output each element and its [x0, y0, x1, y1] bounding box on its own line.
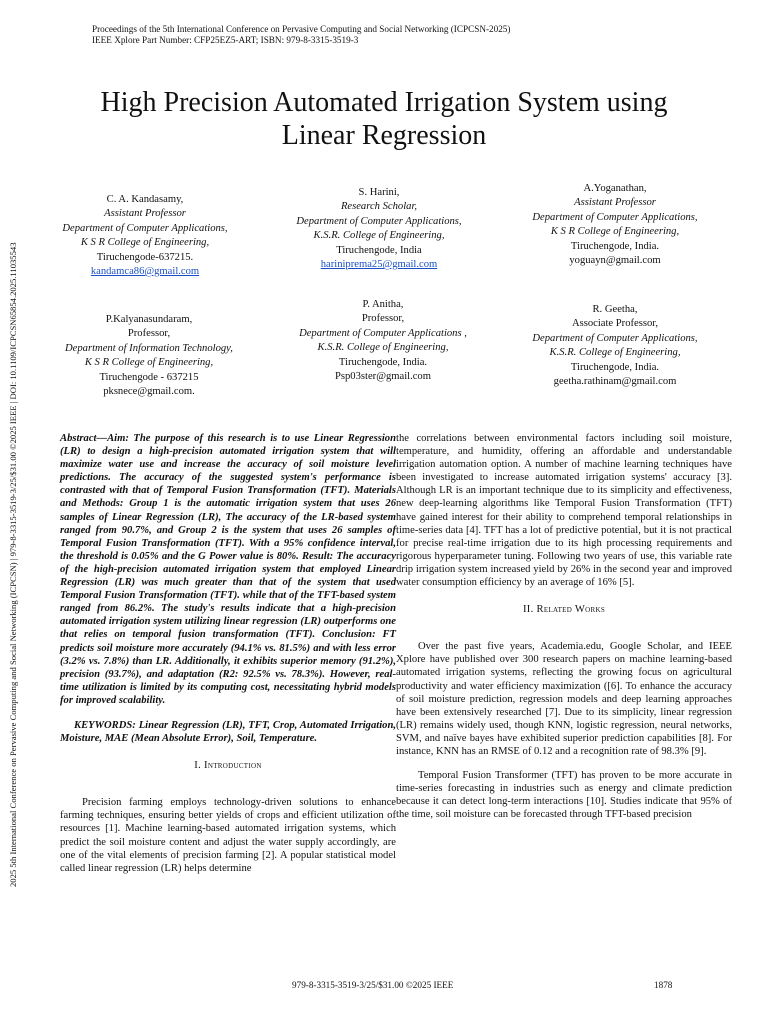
- author-4: P.Kalyanasundaram, Professor, Department of Information Technology, K S R College of Engineering, Tiruchengode - 637215 pksnece@gmail.com.: [34, 313, 264, 399]
- author-3-email[interactable]: yoguayn@gmail.com: [569, 255, 661, 267]
- author-2: S. Harini, Research Scholar, Department of Computer Applications, K.S.R. College of Engineering, Tiruchengode, India hariniprema25@gmail.com: [264, 186, 494, 272]
- section-heading-introduction: I. Introduction: [194, 760, 262, 772]
- header-line-1: Proceedings of the 5th International Conference on Pervasive Computing and Social Networking (ICPCSN-2025): [92, 24, 511, 34]
- related-works-paragraph-1: Over the past five years, Academia.edu, Google Scholar, and IEEE Xplore have published over 300 research papers on machine learning-based automated irrigation systems, reflecting the growing focus on agricultural productivity and water efficiency maximization ([6]. To enhance the accuracy of soil moisture prediction, regression models and deep learning approaches have been extensively researched [7]. Due to its simplicity, linear regression (LR) remains widely used, though KNN, logistic regression, neural networks, SVM, and naïve bayes have exhibited superior prediction capabilities [8]. For instance, KNN has an RMSE of 0.12 and a recognition rate of 98.3% [9].: [396, 641, 732, 757]
- side-doi-text: 2025 5th International Conference on Pervasive Computing and Social Networking (ICPCSN) | 979-8-3315-3519-3/25/$31.00 ©2025 IEEE | DOI: 10.1109/ICPCSN65854.2025.11035543: [8, 242, 18, 887]
- abstract: Abstract—Aim: The purpose of this research is to use Linear Regression (LR) to design a high-precision automated irrigation system that will maximize water use and increase the accuracy of soil moisture level predictions. The accuracy of the suggested system's performance is contrasted with that of Temporal Fusion Transformation (TFT). Materials and Methods: Group 1 is the automatic irrigation system that uses 26 samples of Linear Regression (LR), The accuracy of the LR-based system ranged from 90.7%, and Group 2 is the system that uses 26 samples of Temporal Fusion Transformation (TFT). With a 95% confidence interval, the threshold is 0.05% and the G Power value is 80%. Result: The accuracy of the high-precision automated irrigation system that employed Linear Regression (LR) was much greater than that of the system that used Temporal Fusion Transformation (TFT). while that of the TFT-based system ranged from 86.2%. The study's results indicate that a high-precision automated irrigation system utilizing linear regression (LR) outperforms one that relies on temporal fusion transformation (TFT). Conclusion: FT predicts soil moisture more accurately (94.1% vs. 81.5%) and with less error (3.2% vs. 7.8%) than LR. Additionally, it exhibits superior memory (91.2%), precision (93.7%), and adaptation (R2: 92.5% vs. 78.3%). However, real-time utilization is limited by its computing cost, necessitating hybrid models for improved scalability.: [60, 433, 396, 706]
- author-3: A.Yoganathan, Assistant Professor Department of Computer Applications, K S R College of Engineering, Tiruchengode, India. yoguayn@gmail.com: [500, 182, 730, 268]
- section-heading-related-works: II. Related Works: [522, 604, 606, 616]
- author-5-email[interactable]: Psp03ster@gmail.com: [335, 371, 431, 383]
- proceedings-header: [92, 24, 510, 46]
- keywords: KEYWORDS: Linear Regression (LR), TFT, Crop, Automated Irrigation, Moisture, MAE (Mean Absolute Error), Soil, Temperature.: [60, 719, 396, 745]
- author-1-email[interactable]: kandamca86@gmail.com: [90, 266, 200, 278]
- author-6-email[interactable]: geetha.rathinam@gmail.com: [553, 376, 677, 388]
- author-4-email[interactable]: pksnece@gmail.com.: [103, 386, 195, 398]
- author-5: P. Anitha, Professor, Department of Computer Applications , K.S.R. College of Engineering, Tiruchengode, India. Psp03ster@gmail.com: [268, 298, 498, 384]
- author-6: R. Geetha, Associate Professor, Department of Computer Applications, K.S.R. College of Engineering, Tiruchengode, India. geetha.rathinam@gmail.com: [500, 303, 730, 389]
- header-line-2: IEEE Xplore Part Number: CFP25EZ5-ART; ISBN: 979-8-3315-3519-3: [92, 35, 359, 45]
- paper-title: High Precision Automated Irrigation System using Linear Regression: [100, 87, 668, 151]
- introduction-paragraph: Precision farming employs technology-driven solutions to enhance farming techniques, ensuring better yields of crops and efficient utilization of resources [1]. Machine learning-based automated irrigation systems, which predict the soil moisture content and adjust the water supply accordingly, are one of the vital elements of precision farming [2]. A popular statistical model called linear regression (LR) helps determine: [60, 797, 396, 874]
- author-1: C. A. Kandasamy, Assistant Professor Department of Computer Applications, K S R College of Engineering, Tiruchengode-637215. kandamca86@gmail.com: [30, 193, 260, 279]
- footer-copyright: 979-8-3315-3519-3/25/$31.00 ©2025 IEEE: [292, 980, 454, 990]
- author-2-email[interactable]: hariniprema25@gmail.com: [320, 259, 438, 271]
- page-number: 1878: [654, 980, 673, 990]
- related-works-paragraph-2: Temporal Fusion Transformer (TFT) has proven to be more accurate in time-series forecasting in industries such as energy and climate prediction because it can detect long-term interactions [10]. Studies indicate that 95% of the time, soil moisture can be forecasted through TFT-based precision: [396, 770, 732, 821]
- right-column: [396, 432, 732, 821]
- introduction-continued: the correlations between environmental factors including soil moisture, temperature, and humidity, offering an affordable and understandable irrigation automation option. A number of machine learning techniques have been investigated to increase automated irrigation systems' accuracy [3]. Although LR is an important technique due to its simplicity and effectiveness, new deep-learning algorithms like Temporal Fusion Transformation (TFT) have gained interest for their ability to comprehend temporal relationships in time-series data [4]. TFT has a lot of predictive potential, but it is not practical for precise real-time irrigation due to its high processing requirements and rigorous hyperparameter tuning. Following two years of use, this variable rate drip irrigation system increased yield by 26% in the second year and improved water consumption efficiency by an average of 16% [5].: [396, 433, 732, 589]
- left-column: [60, 432, 396, 875]
